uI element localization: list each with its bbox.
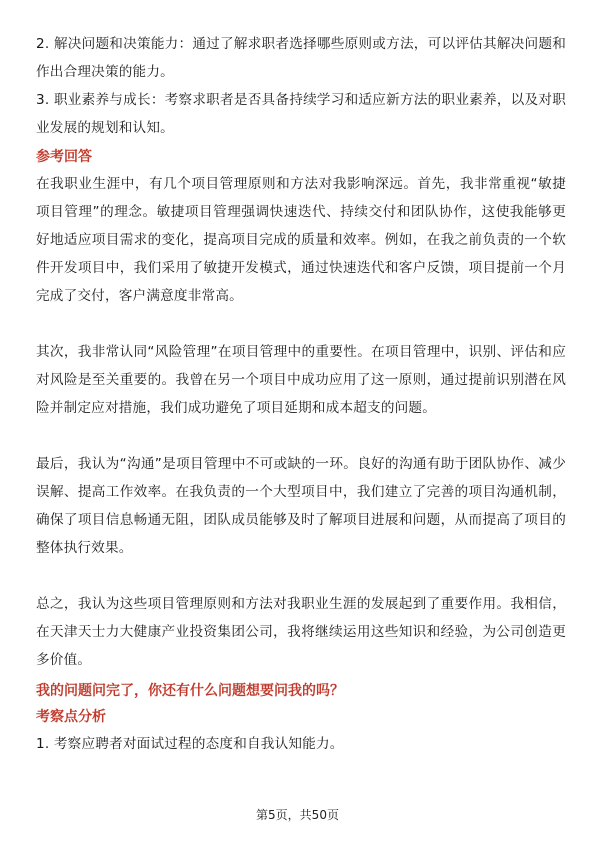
heading-reference-answer: 参考回答 — [36, 149, 92, 165]
document-body — [36, 30, 566, 758]
heading-analysis: 考察点分析 — [36, 709, 106, 725]
paragraph-attitude: 1. 考察应聘者对面试过程的态度和自我认知能力。 — [36, 736, 344, 752]
paragraph-professionalism: 3. 职业素养与成长：考察求职者是否具备持续学习和适应新方法的职业素养，以及对职业发展的规划和认知。 — [36, 92, 566, 136]
paragraph-conclusion: 总之，我认为这些项目管理原则和方法对我职业生涯的发展起到了重要作用。我相信，在天津天士力大健康产业投资集团公司，我将继续运用这些知识和经验，为公司创造更多价值。 — [36, 596, 566, 668]
paragraph-agile: 在我职业生涯中，有几个项目管理原则和方法对我影响深远。首先，我非常重视“敏捷项目管理”的理念。敏捷项目管理强调快速迭代、持续交付和团队协作，这使我能够更好地适应项目需求的变化，提高项目完成的质量和效率。例如，在我之前负责的一个软件开发项目中，我们采用了敏捷开发模式，通过快速迭代和客户反馈，项目提前一个月完成了交付，客户满意度非常高。 — [36, 176, 566, 304]
heading-question: 我的问题问完了，你还有什么问题想要问我的吗？ — [36, 683, 344, 699]
paragraph-communication: 最后，我认为“沟通”是项目管理中不可或缺的一环。良好的沟通有助于团队协作、减少误解、提高工作效率。在我负责的一个大型项目中，我们建立了完善的项目沟通机制，确保了项目信息畅通无阻，团队成员能够及时了解项目进展和问题，从而提高了项目的整体执行效果。 — [36, 456, 566, 556]
paragraph-risk-management: 其次，我非常认同“风险管理”在项目管理中的重要性。在项目管理中，识别、评估和应对风险是至关重要的。我曾在另一个项目中成功应用了这一原则，通过提前识别潜在风险并制定应对措施，我们成功避免了项目延期和成本超支的问题。 — [36, 344, 566, 416]
paragraph-problem-solving: 2. 解决问题和决策能力：通过了解求职者选择哪些原则或方法，可以评估其解决问题和作出合理决策的能力。 — [36, 36, 566, 80]
page-number: 第5页，共50页 — [256, 808, 339, 822]
